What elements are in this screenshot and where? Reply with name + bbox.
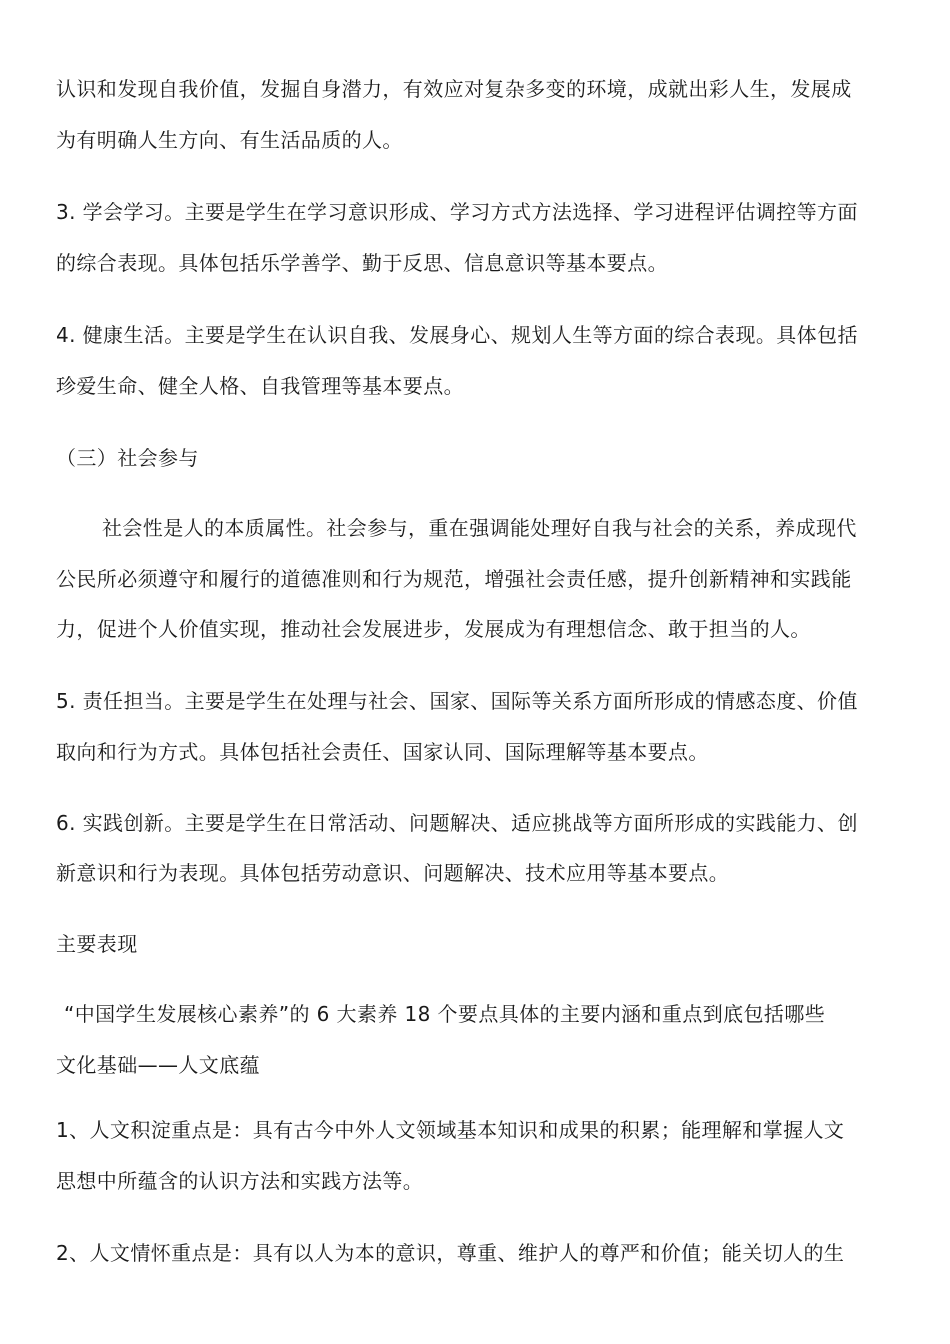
- list-item-4-line-2: 珍爱生命、健全人格、自我管理等基本要点。: [56, 374, 464, 398]
- paragraph-line: 社会性是人的本质属性。社会参与，重在强调能处理好自我与社会的关系，养成现代: [102, 516, 857, 540]
- list-item-3-line-2: 的综合表现。具体包括乐学善学、勤于反思、信息意识等基本要点。: [56, 251, 668, 275]
- list-item-1-line-2: 思想中所蕴含的认识方法和实践方法等。: [56, 1169, 424, 1193]
- section-heading-social-participation: （三）社会参与: [56, 446, 199, 470]
- list-item-1-line-1: 1、人文积淀重点是：具有古今中外人文领域基本知识和成果的积累；能理解和掌握人文: [56, 1118, 845, 1142]
- paragraph-line: 力，促进个人价值实现，推动社会发展进步，发展成为有理想信念、敢于担当的人。: [56, 617, 811, 641]
- paragraph-line: 公民所必须遵守和履行的道德准则和行为规范，增强社会责任感，提升创新精神和实践能: [56, 567, 852, 591]
- list-item-4-line-1: 4. 健康生活。主要是学生在认识自我、发展身心、规划人生等方面的综合表现。具体包括: [56, 323, 858, 347]
- list-item-6-line-1: 6. 实践创新。主要是学生在日常活动、问题解决、适应挑战等方面所形成的实践能力、创: [56, 811, 858, 835]
- list-item-3-line-1: 3. 学会学习。主要是学生在学习意识形成、学习方式方法选择、学习进程评估调控等方面: [56, 200, 858, 224]
- list-item-2-line-1: 2、人文情怀重点是：具有以人为本的意识，尊重、维护人的尊严和价值；能关切人的生: [56, 1241, 845, 1265]
- subheading-cultural-foundation: 文化基础——人文底蕴: [56, 1053, 260, 1077]
- list-item-6-line-2: 新意识和行为表现。具体包括劳动意识、问题解决、技术应用等基本要点。: [56, 861, 730, 885]
- list-item-5-line-2: 取向和行为方式。具体包括社会责任、国家认同、国际理解等基本要点。: [56, 740, 709, 764]
- heading-main-performance: 主要表现: [56, 932, 138, 956]
- list-item-5-line-1: 5. 责任担当。主要是学生在处理与社会、国家、国际等关系方面所形成的情感态度、价值: [56, 689, 858, 713]
- paragraph-line: 为有明确人生方向、有生活品质的人。: [56, 128, 403, 152]
- question-line: “中国学生发展核心素养”的 6 大素养 18 个要点具体的主要内涵和重点到底包括哪些: [64, 1002, 826, 1026]
- paragraph-line: 认识和发现自我价值，发掘自身潜力，有效应对复杂多变的环境，成就出彩人生，发展成: [56, 77, 852, 101]
